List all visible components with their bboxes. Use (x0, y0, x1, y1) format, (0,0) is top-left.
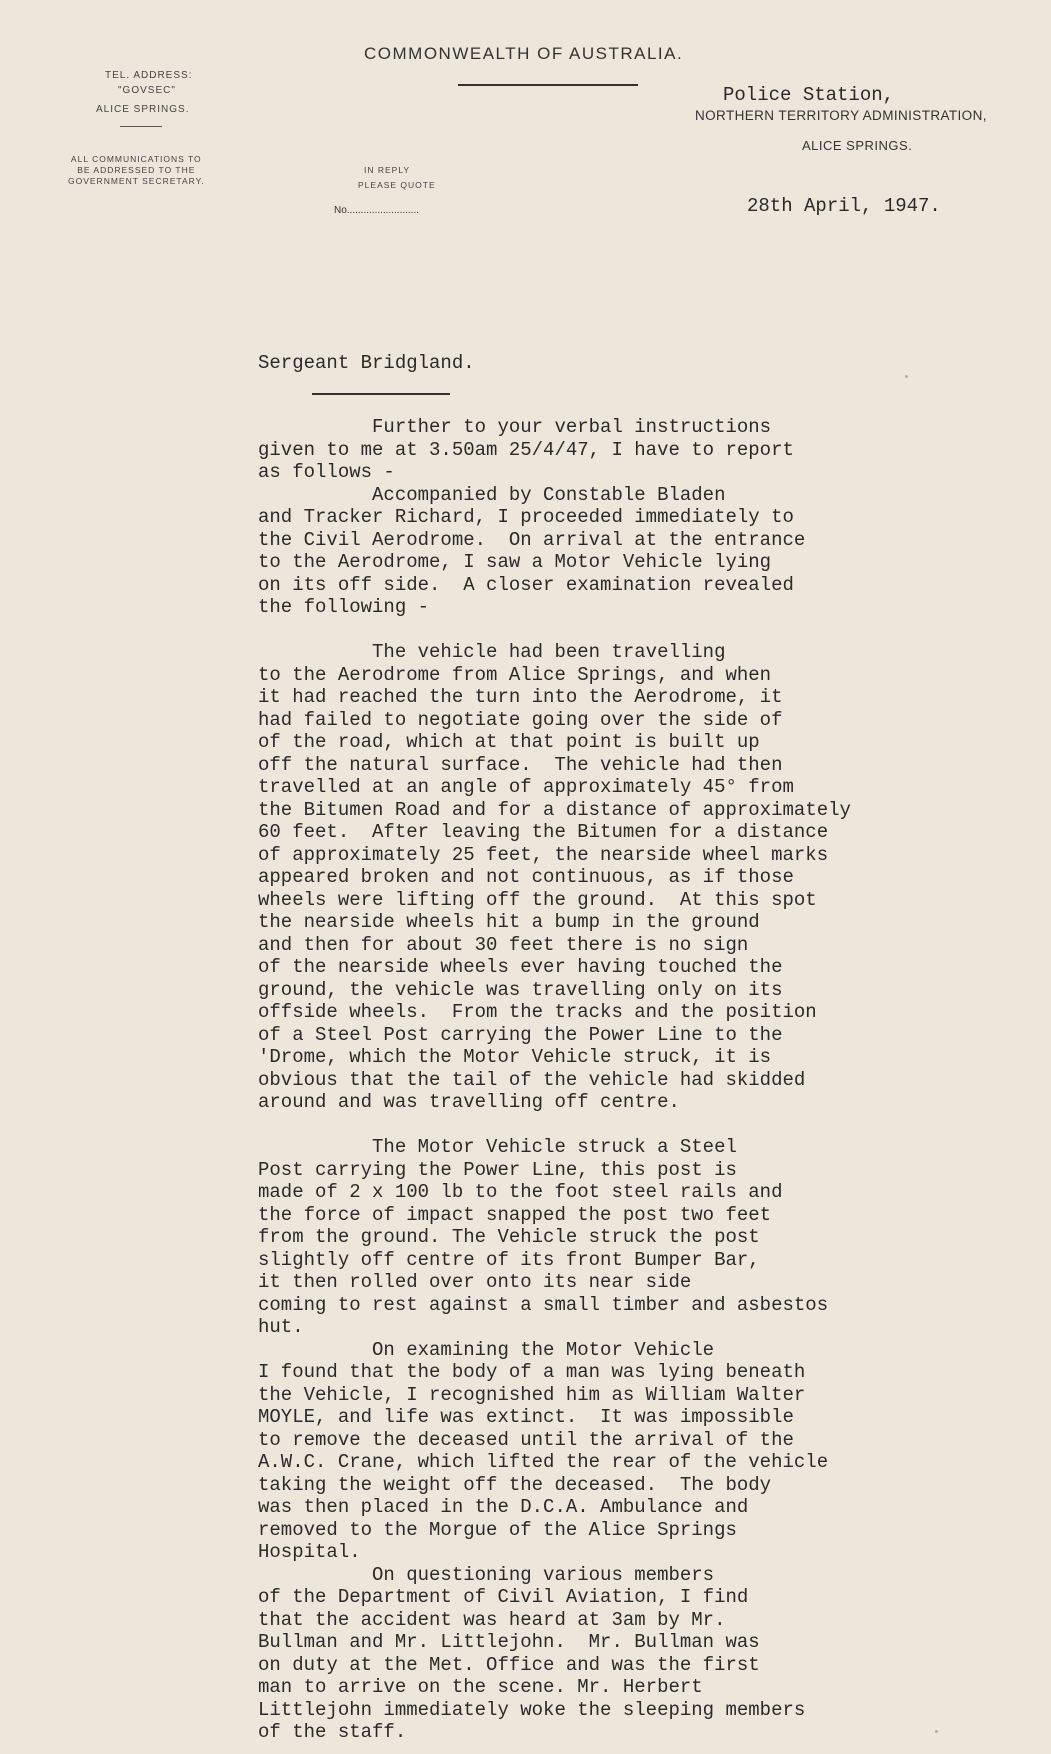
body-line: the force of impact snapped the post two feet (258, 1203, 772, 1226)
body-line: and Tracker Richard, I proceeded immediately to (258, 506, 794, 528)
body-line: around and was travelling off centre. (258, 1091, 680, 1113)
paper-speck (905, 375, 908, 378)
body-line: Post carrying the Power Line, this post is (258, 1158, 737, 1181)
body-line: offside wheels. From the tracks and the position (258, 1001, 817, 1023)
body-line: ground, the vehicle was travelling only on its (258, 978, 783, 1001)
body-line: as follows - (258, 461, 395, 483)
body-line: travelled at an angle of approximately 45° from (258, 776, 794, 798)
body-line: of approximately 25 feet, the nearside wheel marks (258, 843, 829, 866)
body-line: On questioning various members (258, 1563, 715, 1586)
paper-speck (935, 1730, 938, 1733)
body-line: Littlejohn immediately woke the sleeping members (258, 1698, 806, 1721)
body-line: 60 feet. After leaving the Bitumen for a distance (258, 821, 829, 843)
body-line: it had reached the turn into the Aerodrome, it (258, 686, 783, 708)
tel-address-city: ALICE SPRINGS. (96, 104, 190, 115)
body-line: on its off side. A closer examination revealed (258, 573, 794, 596)
body-line: of the road, which at that point is built up (258, 731, 760, 753)
body-line: wheels were lifting off the ground. At this spot (258, 888, 817, 911)
letter-date: 28th April, 1947. (747, 195, 941, 217)
station-name: Police Station, (723, 84, 895, 106)
body-line: to the Aerodrome, I saw a Motor Vehicle lying (258, 551, 772, 573)
paragraph-gap (258, 619, 851, 642)
administration-name: NORTHERN TERRITORY ADMINISTRATION, (695, 108, 987, 123)
communications-note-line: ALL COMMUNICATIONS TO (70, 154, 202, 164)
body-line: to the Aerodrome from Alice Springs, and when (258, 663, 772, 686)
communications-note (68, 154, 205, 187)
body-line: A.W.C. Crane, which lifted the rear of the vehicle (258, 1451, 829, 1473)
body-line: On examining the Motor Vehicle (258, 1338, 715, 1361)
body-line: on duty at the Met. Office and was the first (258, 1653, 760, 1676)
body-line: the Vehicle, I recognished him as William Walter (258, 1383, 806, 1406)
body-line: given to me at 3.50am 25/4/47, I have to report (258, 438, 794, 461)
body-line: MOYLE, and life was extinct. It was impossible (258, 1406, 794, 1428)
body-line: the following - (258, 596, 430, 618)
body-line: removed to the Morgue of the Alice Springs (258, 1518, 737, 1541)
reference-number-line: No.......................... (334, 205, 420, 216)
station-location: ALICE SPRINGS. (802, 138, 913, 153)
body-line: Bullman and Mr. Littlejohn. Mr. Bullman was (258, 1631, 760, 1653)
communications-note-line: BE ADDRESSED TO THE (77, 165, 196, 175)
body-line: to remove the deceased until the arrival of the (258, 1428, 794, 1451)
body-line: Hospital. (258, 1541, 361, 1563)
body-line: hut. (258, 1316, 304, 1338)
body-line: slightly off centre of its front Bumper Bar, (258, 1248, 760, 1271)
body-line: obvious that the tail of the vehicle had skidded (258, 1068, 806, 1091)
body-line: Further to your verbal instructions (258, 416, 772, 438)
body-line: of the staff. (258, 1721, 407, 1743)
salutation: Sergeant Bridgland. (258, 352, 475, 374)
body-line: the nearside wheels hit a bump in the ground (258, 911, 760, 933)
commonwealth-heading: COMMONWEALTH OF AUSTRALIA. (364, 44, 684, 63)
body-line: was then placed in the D.C.A. Ambulance and (258, 1496, 749, 1518)
body-line: it then rolled over onto its near side (258, 1271, 692, 1293)
paragraph-gap (258, 1114, 851, 1137)
body-line: that the accident was heard at 3am by Mr. (258, 1608, 726, 1631)
body-line: from the ground. The Vehicle struck the post (258, 1226, 760, 1248)
body-line: coming to rest against a small timber and asbestos (258, 1293, 829, 1316)
body-line: The vehicle had been travelling (258, 641, 726, 663)
body-line: off the natural surface. The vehicle had then (258, 753, 783, 776)
in-reply-label: IN REPLY (364, 165, 411, 175)
body-line: 'Drome, which the Motor Vehicle struck, it is (258, 1046, 772, 1068)
body-line: man to arrive on the scene. Mr. Herbert (258, 1676, 703, 1698)
body-line: and then for about 30 feet there is no sign (258, 933, 749, 956)
letterhead-small-rule (120, 126, 162, 127)
tel-address-label: TEL. ADDRESS: (105, 70, 193, 81)
body-line: of a Steel Post carrying the Power Line to the (258, 1023, 783, 1046)
body-line: taking the weight off the deceased. The body (258, 1473, 772, 1496)
body-line: made of 2 x 100 lb to the foot steel rails and (258, 1181, 783, 1203)
body-line: appeared broken and not continuous, as if those (258, 866, 794, 888)
body-line: Accompanied by Constable Bladen (258, 483, 726, 506)
heading-rule (458, 84, 638, 86)
body-line: I found that the body of a man was lying beneath (258, 1361, 806, 1383)
body-line: of the Department of Civil Aviation, I find (258, 1586, 749, 1608)
body-line: the Civil Aerodrome. On arrival at the entrance (258, 528, 806, 551)
body-line: of the nearside wheels ever having touched the (258, 956, 783, 978)
body-line: had failed to negotiate going over the side of (258, 708, 783, 731)
body-line: The Motor Vehicle struck a Steel (258, 1136, 737, 1158)
letter-body (258, 416, 851, 1744)
please-quote-label: PLEASE QUOTE (358, 180, 436, 190)
communications-note-line: GOVERNMENT SECRETARY. (68, 176, 205, 186)
tel-address-govsec: "GOVSEC" (118, 85, 176, 96)
body-line: the Bitumen Road and for a distance of approximately (258, 798, 851, 821)
salutation-rule (312, 393, 450, 395)
